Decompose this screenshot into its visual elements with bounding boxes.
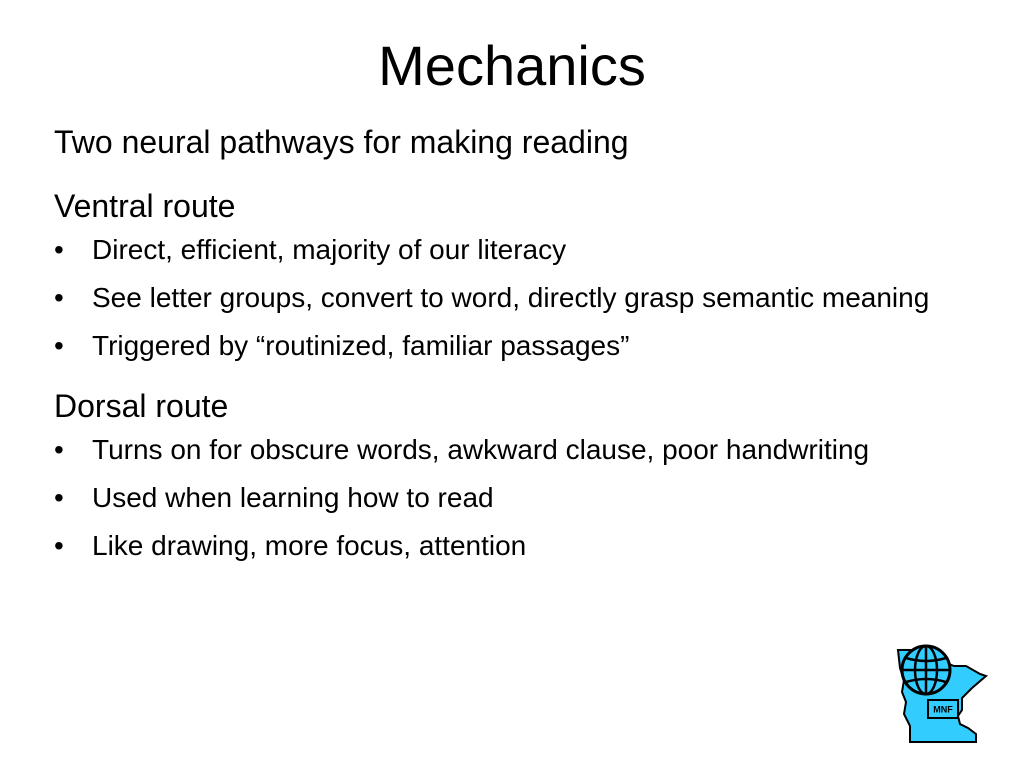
bullet-item xyxy=(54,526,994,566)
bullet-text: Triggered by “routinized, familiar passages” xyxy=(92,330,630,361)
bullet-icon: • xyxy=(54,434,64,465)
bullet-item xyxy=(54,478,994,518)
globe-minnesota-logo-icon xyxy=(888,640,992,746)
bullet-icon: • xyxy=(54,330,64,361)
section-dorsal xyxy=(54,384,994,566)
bullet-text: Used when learning how to read xyxy=(92,482,494,513)
bullet-item xyxy=(54,278,994,318)
section-ventral xyxy=(54,184,994,366)
bullet-icon: • xyxy=(54,282,64,313)
globe-icon xyxy=(902,646,950,694)
logo-text: MNF xyxy=(933,704,953,715)
bullet-text: Turns on for obscure words, awkward clause, poor handwriting xyxy=(92,434,870,465)
bullet-text: Like drawing, more focus, attention xyxy=(92,530,527,561)
slide-body xyxy=(54,118,994,574)
section-heading-ventral: Ventral route xyxy=(54,188,236,224)
intro-text: Two neural pathways for making reading xyxy=(54,124,629,160)
slide-title: Mechanics xyxy=(378,34,646,97)
bullet-item xyxy=(54,326,994,366)
bullet-icon: • xyxy=(54,482,64,513)
section-heading-dorsal: Dorsal route xyxy=(54,388,229,424)
logo-svg xyxy=(888,640,992,746)
bullet-text: Direct, efficient, majority of our literacy xyxy=(92,234,567,265)
bullet-text: See letter groups, convert to word, directly grasp semantic meaning xyxy=(92,282,930,313)
bullet-list-ventral xyxy=(54,230,994,366)
bullet-item xyxy=(54,430,994,470)
bullet-list-dorsal xyxy=(54,430,994,566)
bullet-icon: • xyxy=(54,530,64,561)
bullet-icon: • xyxy=(54,234,64,265)
bullet-item xyxy=(54,230,994,270)
